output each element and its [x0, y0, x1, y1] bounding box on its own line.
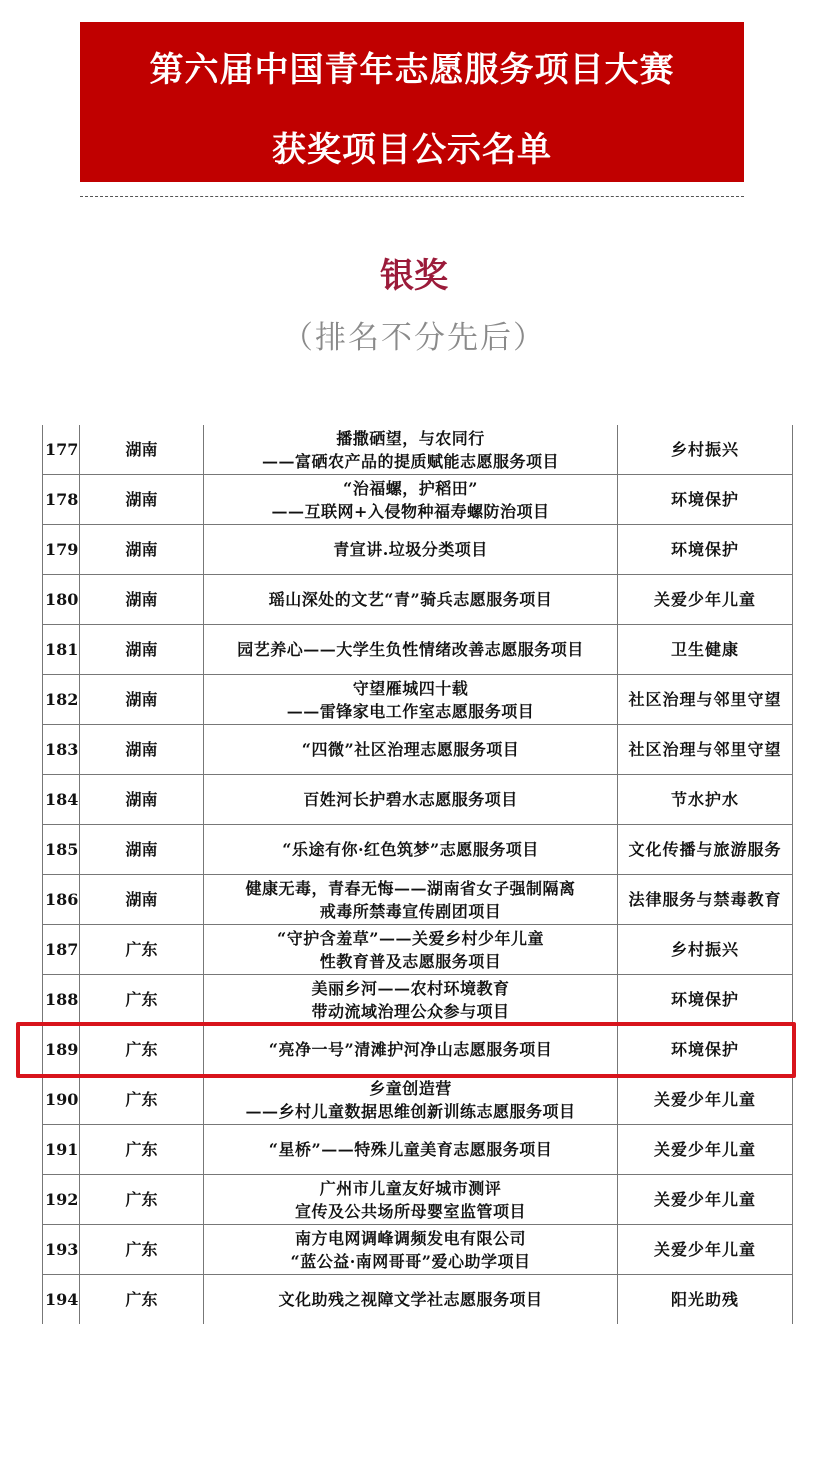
project-name-line: 戒毒所禁毒宣传剧团项目	[319, 901, 502, 921]
row-province: 广东	[80, 1225, 204, 1275]
project-name-line: “星桥”——特殊儿童美育志愿服务项目	[268, 1140, 553, 1159]
project-name-line: 南方电网调峰调频发电有限公司	[294, 1228, 526, 1248]
dashed-divider	[80, 196, 744, 197]
project-name-line: 青宣讲.垃圾分类项目	[333, 540, 488, 559]
row-number: 182	[43, 675, 80, 725]
row-number: 180	[43, 575, 80, 625]
row-number: 189	[43, 1025, 80, 1075]
title-line-1: 第六届中国青年志愿服务项目大赛	[149, 50, 675, 90]
row-number: 193	[43, 1225, 80, 1275]
row-province: 广东	[80, 1125, 204, 1175]
table-row	[43, 875, 793, 925]
row-category: 关爱少年儿童	[618, 1175, 793, 1225]
row-province: 湖南	[80, 825, 204, 875]
row-number: 191	[43, 1125, 80, 1175]
project-name-line: “守护含羞草”——关爱乡村少年儿童	[277, 928, 544, 948]
row-number: 184	[43, 775, 80, 825]
row-number: 187	[43, 925, 80, 975]
award-heading: 银奖	[380, 256, 448, 296]
row-project	[204, 1125, 618, 1175]
row-province: 湖南	[80, 875, 204, 925]
project-name-line: 守望雁城四十载	[352, 678, 469, 698]
project-name-line: 文化助残之视障文学社志愿服务项目	[278, 1290, 543, 1309]
row-category: 关爱少年儿童	[618, 1075, 793, 1125]
row-project	[204, 475, 618, 525]
row-category: 节水护水	[618, 775, 793, 825]
project-name-line: 美丽乡河——农村环境教育	[311, 978, 510, 998]
project-name-line: 性教育普及志愿服务项目	[319, 951, 502, 971]
row-project	[204, 1275, 618, 1325]
row-province: 广东	[80, 1175, 204, 1225]
row-category: 环境保护	[618, 1025, 793, 1075]
row-province: 广东	[80, 1025, 204, 1075]
row-project	[204, 875, 618, 925]
table-row	[43, 1275, 793, 1325]
row-category: 乡村振兴	[618, 425, 793, 475]
title-banner	[80, 22, 744, 182]
row-category: 卫生健康	[618, 625, 793, 675]
row-province: 湖南	[80, 675, 204, 725]
row-province: 湖南	[80, 525, 204, 575]
row-number: 185	[43, 825, 80, 875]
row-project	[204, 1225, 618, 1275]
row-category: 环境保护	[618, 475, 793, 525]
row-province: 湖南	[80, 775, 204, 825]
row-category: 社区治理与邻里守望	[618, 675, 793, 725]
table-row	[43, 1175, 793, 1225]
table-row	[43, 775, 793, 825]
row-project	[204, 575, 618, 625]
project-name-line: 瑶山深处的文艺“青”骑兵志愿服务项目	[268, 590, 553, 609]
row-category: 乡村振兴	[618, 925, 793, 975]
table-row	[43, 1125, 793, 1175]
row-category: 关爱少年儿童	[618, 1225, 793, 1275]
table-row	[43, 1025, 793, 1075]
row-number: 186	[43, 875, 80, 925]
row-number: 188	[43, 975, 80, 1025]
row-province: 广东	[80, 1275, 204, 1325]
row-number: 192	[43, 1175, 80, 1225]
row-number: 179	[43, 525, 80, 575]
row-province: 湖南	[80, 475, 204, 525]
table-row	[43, 425, 793, 475]
project-name-line: 园艺养心——大学生负性情绪改善志愿服务项目	[237, 640, 584, 659]
project-name-line: 乡童创造营	[369, 1078, 452, 1098]
project-name-line: “亮净一号”清滩护河净山志愿服务项目	[268, 1040, 553, 1059]
row-number: 194	[43, 1275, 80, 1325]
award-table	[42, 425, 793, 1324]
table-row	[43, 625, 793, 675]
project-name-line: ——互联网+入侵物种福寿螺防治项目	[271, 501, 550, 521]
project-name-line: ——乡村儿童数据思维创新训练志愿服务项目	[245, 1101, 576, 1121]
title-line-2: 获奖项目公示名单	[272, 130, 552, 170]
project-name-line: “四微”社区治理志愿服务项目	[301, 740, 520, 759]
project-name-line: 宣传及公共场所母婴室监管项目	[294, 1201, 526, 1221]
row-project	[204, 1075, 618, 1125]
project-name-line: ——雷锋家电工作室志愿服务项目	[286, 701, 535, 721]
row-project	[204, 925, 618, 975]
row-project	[204, 725, 618, 775]
table-row	[43, 725, 793, 775]
project-name-line: 百姓河长护碧水志愿服务项目	[303, 790, 518, 809]
row-project	[204, 525, 618, 575]
row-province: 湖南	[80, 725, 204, 775]
row-category: 阳光助残	[618, 1275, 793, 1325]
row-province: 湖南	[80, 425, 204, 475]
row-category: 关爱少年儿童	[618, 575, 793, 625]
project-name-line: “乐途有你·红色筑梦”志愿服务项目	[282, 840, 539, 859]
row-project	[204, 625, 618, 675]
project-name-line: “治福螺，护稻田”	[343, 478, 478, 498]
row-number: 190	[43, 1075, 80, 1125]
row-number: 181	[43, 625, 80, 675]
row-category: 法律服务与禁毒教育	[618, 875, 793, 925]
project-name-line: ——富硒农产品的提质赋能志愿服务项目	[261, 451, 559, 471]
table-row	[43, 1225, 793, 1275]
table-row	[43, 575, 793, 625]
table-row	[43, 675, 793, 725]
row-number: 177	[43, 425, 80, 475]
row-category: 环境保护	[618, 975, 793, 1025]
row-project	[204, 1025, 618, 1075]
row-project	[204, 975, 618, 1025]
row-category: 关爱少年儿童	[618, 1125, 793, 1175]
row-number: 183	[43, 725, 80, 775]
row-category: 文化传播与旅游服务	[618, 825, 793, 875]
project-name-line: 播撒硒望，与农同行	[336, 428, 485, 448]
row-province: 湖南	[80, 575, 204, 625]
table-row	[43, 475, 793, 525]
award-table-body	[43, 425, 793, 1324]
row-project	[204, 675, 618, 725]
table-row	[43, 825, 793, 875]
project-name-line: 健康无毒，青春无悔——湖南省女子强制隔离	[245, 878, 576, 898]
project-name-line: 广州市儿童友好城市测评	[319, 1178, 502, 1198]
row-number: 178	[43, 475, 80, 525]
table-row	[43, 975, 793, 1025]
row-province: 广东	[80, 1075, 204, 1125]
row-category: 环境保护	[618, 525, 793, 575]
project-name-line: “蓝公益·南网哥哥”爱心助学项目	[290, 1251, 531, 1271]
project-name-line: 带动流域治理公众参与项目	[311, 1001, 510, 1021]
table-row	[43, 525, 793, 575]
row-province: 湖南	[80, 625, 204, 675]
row-project	[204, 775, 618, 825]
row-category: 社区治理与邻里守望	[618, 725, 793, 775]
row-project	[204, 825, 618, 875]
table-row	[43, 1075, 793, 1125]
row-project	[204, 425, 618, 475]
row-province: 广东	[80, 975, 204, 1025]
ranking-note: （排名不分先后）	[282, 320, 546, 356]
row-province: 广东	[80, 925, 204, 975]
row-project	[204, 1175, 618, 1225]
table-row	[43, 925, 793, 975]
